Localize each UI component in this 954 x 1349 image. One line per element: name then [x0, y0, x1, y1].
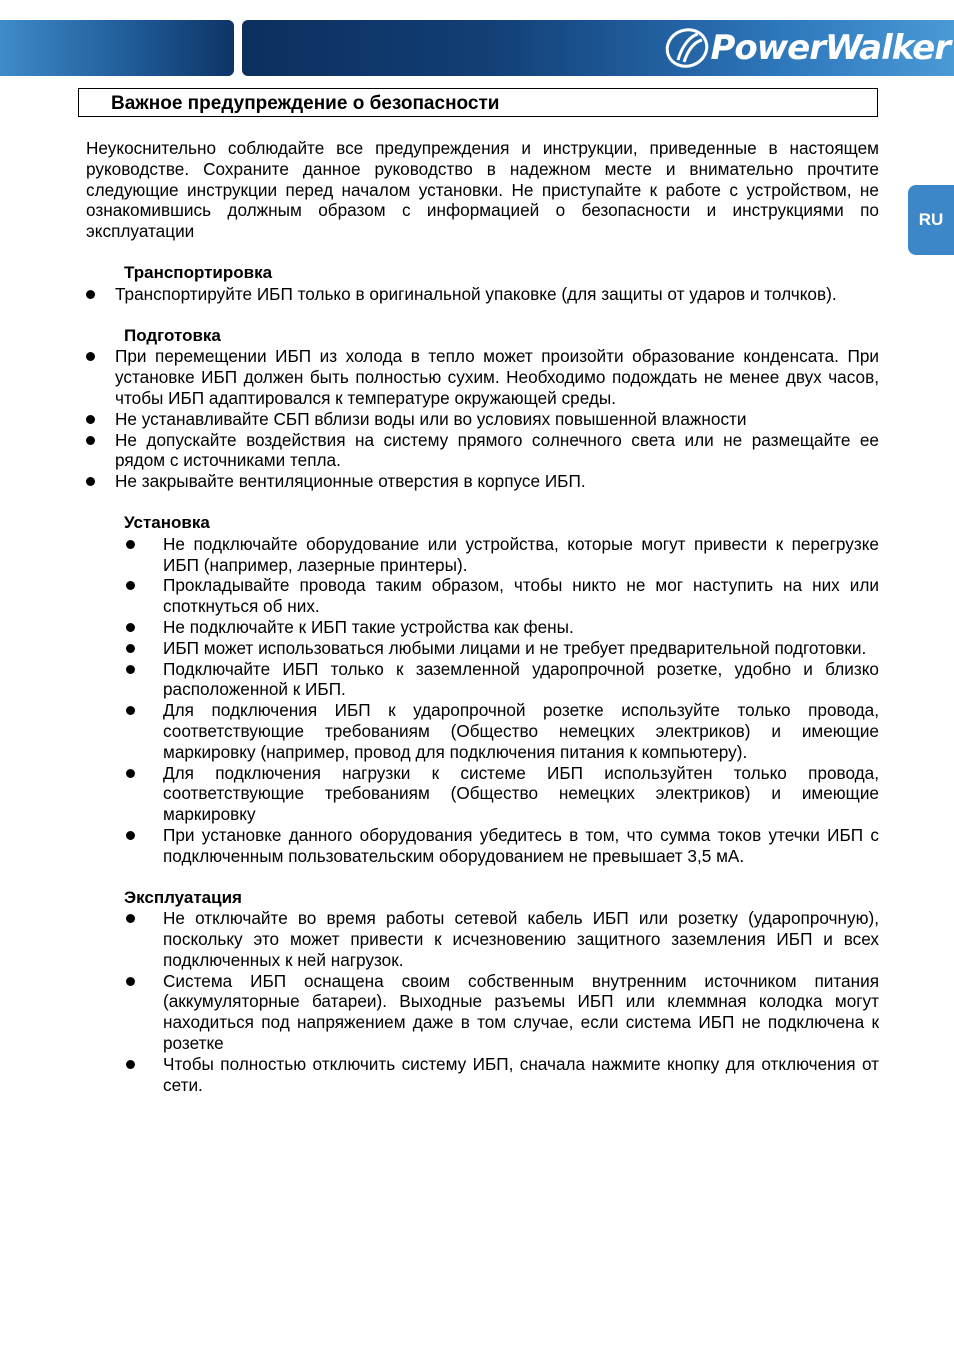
- language-tab[interactable]: RU: [908, 185, 954, 255]
- bullet-icon: [126, 914, 135, 923]
- bullet-icon: [86, 352, 95, 361]
- list-operation: [86, 908, 879, 1095]
- document-body: [86, 138, 879, 1095]
- bullet-icon: [126, 1060, 135, 1069]
- bullet-icon: [126, 581, 135, 590]
- bullet-icon: [126, 831, 135, 840]
- list-item: Не допускайте воздействия на систему прямого солнечного света или не размещайте ее рядом с источниками тепла.: [86, 430, 879, 472]
- list-item: Транспортируйте ИБП только в оригинальной упаковке (для защиты от ударов и толчков).: [86, 284, 879, 305]
- bullet-icon: [86, 477, 95, 486]
- brand-logo: [664, 24, 950, 72]
- list-preparation: [86, 346, 879, 492]
- list-item: Прокладывайте провода таким образом, чтобы никто не мог наступить на них или споткнуться об них.: [86, 575, 879, 617]
- list-item: Подключайте ИБП только к заземленной ударопрочной розетке, удобно и близко расположенной к ИБП.: [86, 659, 879, 701]
- bullet-icon: [126, 644, 135, 653]
- list-item: Чтобы полностью отключить систему ИБП, сначала нажмите кнопку для отключения от сети.: [86, 1054, 879, 1096]
- list-transport: [86, 284, 879, 305]
- list-item: ИБП может использоваться любыми лицами и не требует предварительной подготовки.: [86, 638, 879, 659]
- bullet-icon: [126, 623, 135, 632]
- bullet-icon: [126, 540, 135, 549]
- powerwalker-swirl-icon: [664, 26, 710, 70]
- heading-preparation: Подготовка: [124, 325, 221, 345]
- list-item: При перемещении ИБП из холода в тепло может произойти образование конденсата. При установке ИБП должен быть полностью сухим. Необходимо подождать не менее двух часов, чтобы ИБП адаптировался к температуре окружающей среды.: [86, 346, 879, 408]
- heading-installation: Установка: [124, 512, 210, 532]
- header-bar-left: [0, 20, 234, 76]
- list-item: Не закрывайте вентиляционные отверстия в корпусе ИБП.: [86, 471, 879, 492]
- heading-operation: Эксплуатация: [124, 887, 242, 907]
- list-item: Не отключайте во время работы сетевой кабель ИБП или розетку (ударопрочную), поскольку это может привести к исчезновению защитного заземления ИБП и всех подключенных к ней нагрузок.: [86, 908, 879, 970]
- list-item: Не подключайте оборудование или устройства, которые могут привести к перегрузке ИБП (например, лазерные принтеры).: [86, 534, 879, 576]
- bullet-icon: [126, 665, 135, 674]
- bullet-icon: [126, 977, 135, 986]
- bullet-icon: [126, 769, 135, 778]
- heading-transport: Транспортировка: [124, 262, 273, 282]
- bullet-icon: [86, 415, 95, 424]
- intro-paragraph: Неукоснительно соблюдайте все предупреждения и инструкции, приведенные в настоящем руководстве. Сохраните данное руководство в надежном месте и внимательно прочтите следующие инструкции перед началом установки. Не приступайте к работе с устройством, не ознакомившись должным образом с информацией о безопасности и инструкциями по эксплуатации: [86, 138, 879, 242]
- bullet-icon: [86, 436, 95, 445]
- section-title: Важное предупреждение о безопасности: [78, 88, 878, 117]
- list-item: Для подключения ИБП к ударопрочной розетке используйте только провода, соответствующие требованиям (Общество немецких электриков) и имеющие маркировку (например, провод для подключения питания к компьютеру).: [86, 700, 879, 762]
- list-item: Не подключайте к ИБП такие устройства как фены.: [86, 617, 879, 638]
- list-item: Для подключения нагрузки к системе ИБП используйтен только провода, соответствующие требованиям (Общество немецких электриков) и имеющие маркировку: [86, 763, 879, 825]
- brand-logo-text: PowerWalker: [710, 28, 950, 68]
- bullet-icon: [86, 290, 95, 299]
- list-item: При установке данного оборудования убедитесь в том, что сумма токов утечки ИБП с подключенным пользовательским оборудованием не превышает 3,5 мА.: [86, 825, 879, 867]
- list-item: Система ИБП оснащена своим собственным внутренним источником питания (аккумуляторные батареи). Выходные разъемы ИБП или клеммная колодка могут находиться под напряжением даже в том случае, если система ИБП не подключена к розетке: [86, 971, 879, 1054]
- bullet-icon: [126, 706, 135, 715]
- list-installation: [86, 534, 879, 867]
- list-item: Не устанавливайте СБП вблизи воды или во условиях повышенной влажности: [86, 409, 879, 430]
